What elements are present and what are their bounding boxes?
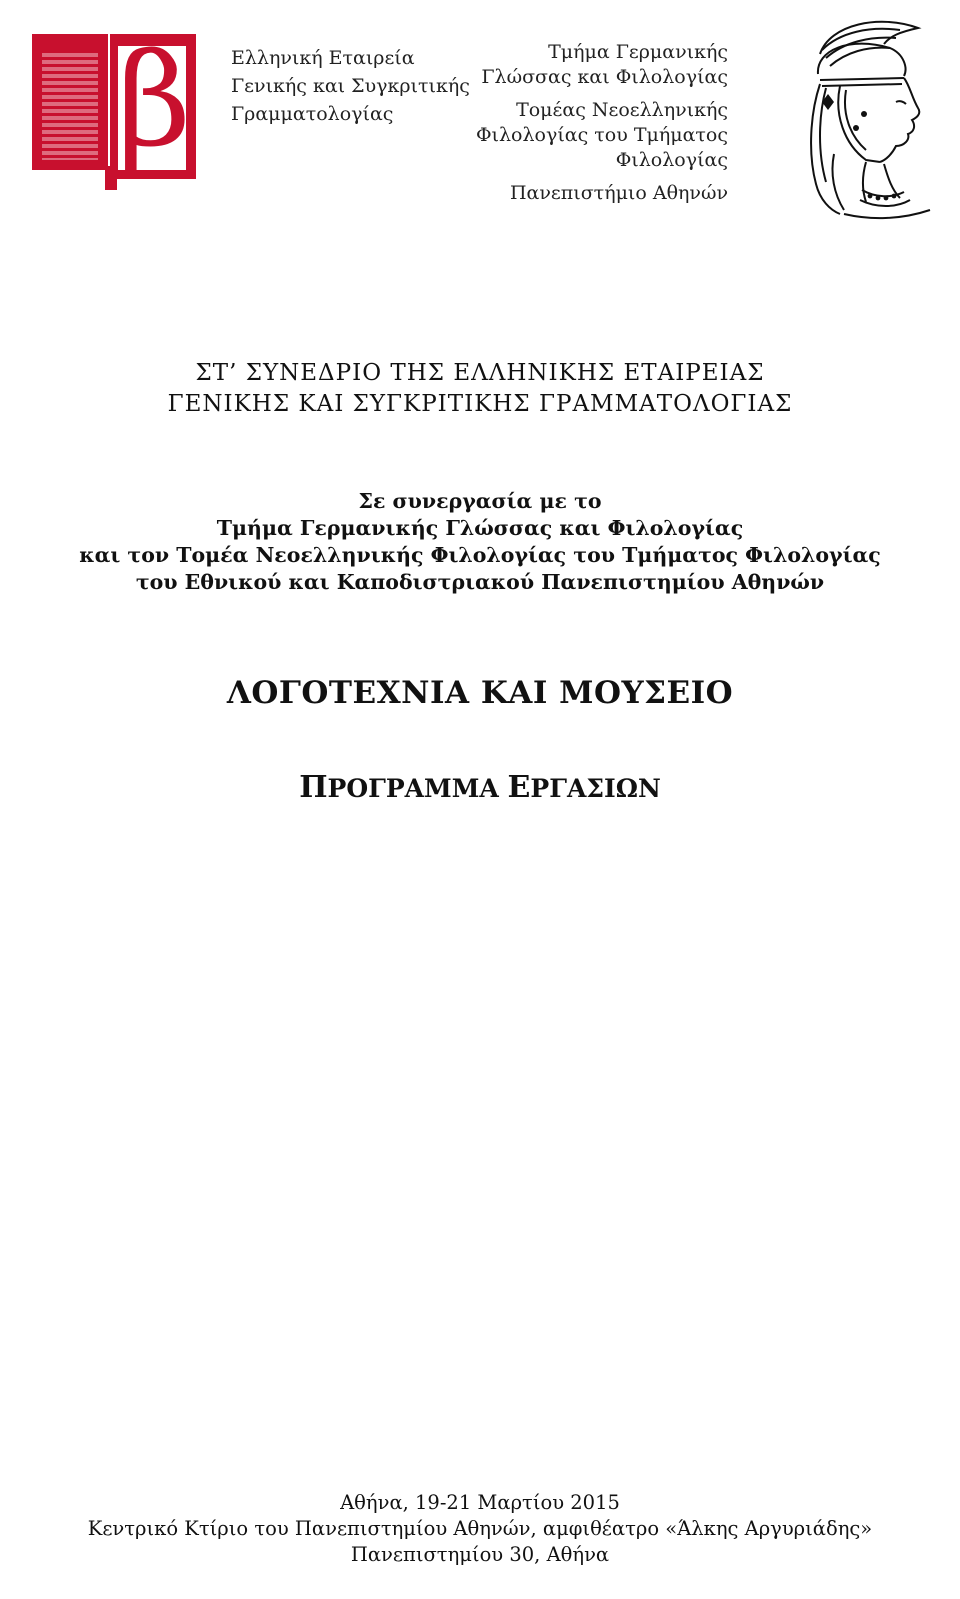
dept-line: Τμήμα Γερμανικής: [548, 41, 728, 63]
collaboration-line: και τον Τομέα Νεοελληνικής Φιλολογίας του Τμήματος Φιλολογίας: [79, 543, 881, 567]
beta-glyph: β: [117, 27, 191, 176]
collaboration-line: Τμήμα Γερμανικής Γλώσσας και Φιλολογίας: [216, 516, 744, 540]
athena-head-drawing: [800, 14, 940, 224]
program-initial-2: Ε: [507, 770, 531, 805]
society-logo: [8, 6, 198, 220]
program-rest-2: ΡΓΑΣΙΩΝ: [530, 774, 661, 803]
logo-text-lines: [42, 50, 98, 160]
collaboration-block: [0, 488, 960, 596]
conference-title: [0, 358, 960, 420]
society-name: [231, 44, 470, 128]
dept-line: Γλώσσας και Φιλολογίας: [481, 66, 728, 88]
conference-date: Αθήνα, 19-21 Μαρτίου 2015: [340, 1491, 620, 1514]
collaboration-line: του Εθνικού και Καποδιστριακού Πανεπιστημίου Αθηνών: [135, 570, 825, 594]
sector-line: Φιλολογίας: [615, 149, 728, 171]
conference-title-line: ΣΤ’ ΣΥΝΕΔΡΙΟ ΤΗΣ ΕΛΛΗΝΙΚΗΣ ΕΤΑΙΡΕΙΑΣ: [195, 360, 765, 386]
main-title: ΛΟΓΟΤΕΧΝΙΑ ΚΑΙ ΜΟΥΣΕΙΟ: [226, 675, 734, 711]
conference-title-line: ΓΕΝΙΚΗΣ ΚΑΙ ΣΥΓΚΡΙΤΙΚΗΣ ΓΡΑΜΜΑΤΟΛΟΓΙΑΣ: [167, 391, 793, 417]
university-name: Πανεπιστήμιο Αθηνών: [509, 182, 728, 204]
sector-line: Τομέας Νεοελληνικής: [516, 99, 728, 121]
program-rest-1: ΡΟΓΡΑΜΜΑ: [327, 774, 499, 803]
society-name-line: Ελληνική Εταιρεία: [231, 47, 415, 69]
venue-footer: [0, 1490, 960, 1568]
program-heading: [0, 772, 960, 805]
sector-line: Φιλολογίας του Τμήματος: [475, 124, 728, 146]
program-initial-1: Π: [299, 770, 328, 805]
athena-head-icon: [800, 14, 940, 224]
venue-name: Κεντρικό Κτίριο του Πανεπιστημίου Αθηνών, αμφιθέατρο «Άλκης Αργυριάδης»: [87, 1517, 873, 1540]
logo-spine: [105, 166, 117, 190]
university-departments: [476, 40, 728, 206]
society-name-line: Γενικής και Συγκριτικής: [231, 75, 470, 97]
venue-address: Πανεπιστημίου 30, Αθήνα: [350, 1543, 610, 1566]
society-name-line: Γραμματολογίας: [231, 103, 394, 125]
collaboration-line: Σε συνεργασία με το: [358, 489, 602, 513]
